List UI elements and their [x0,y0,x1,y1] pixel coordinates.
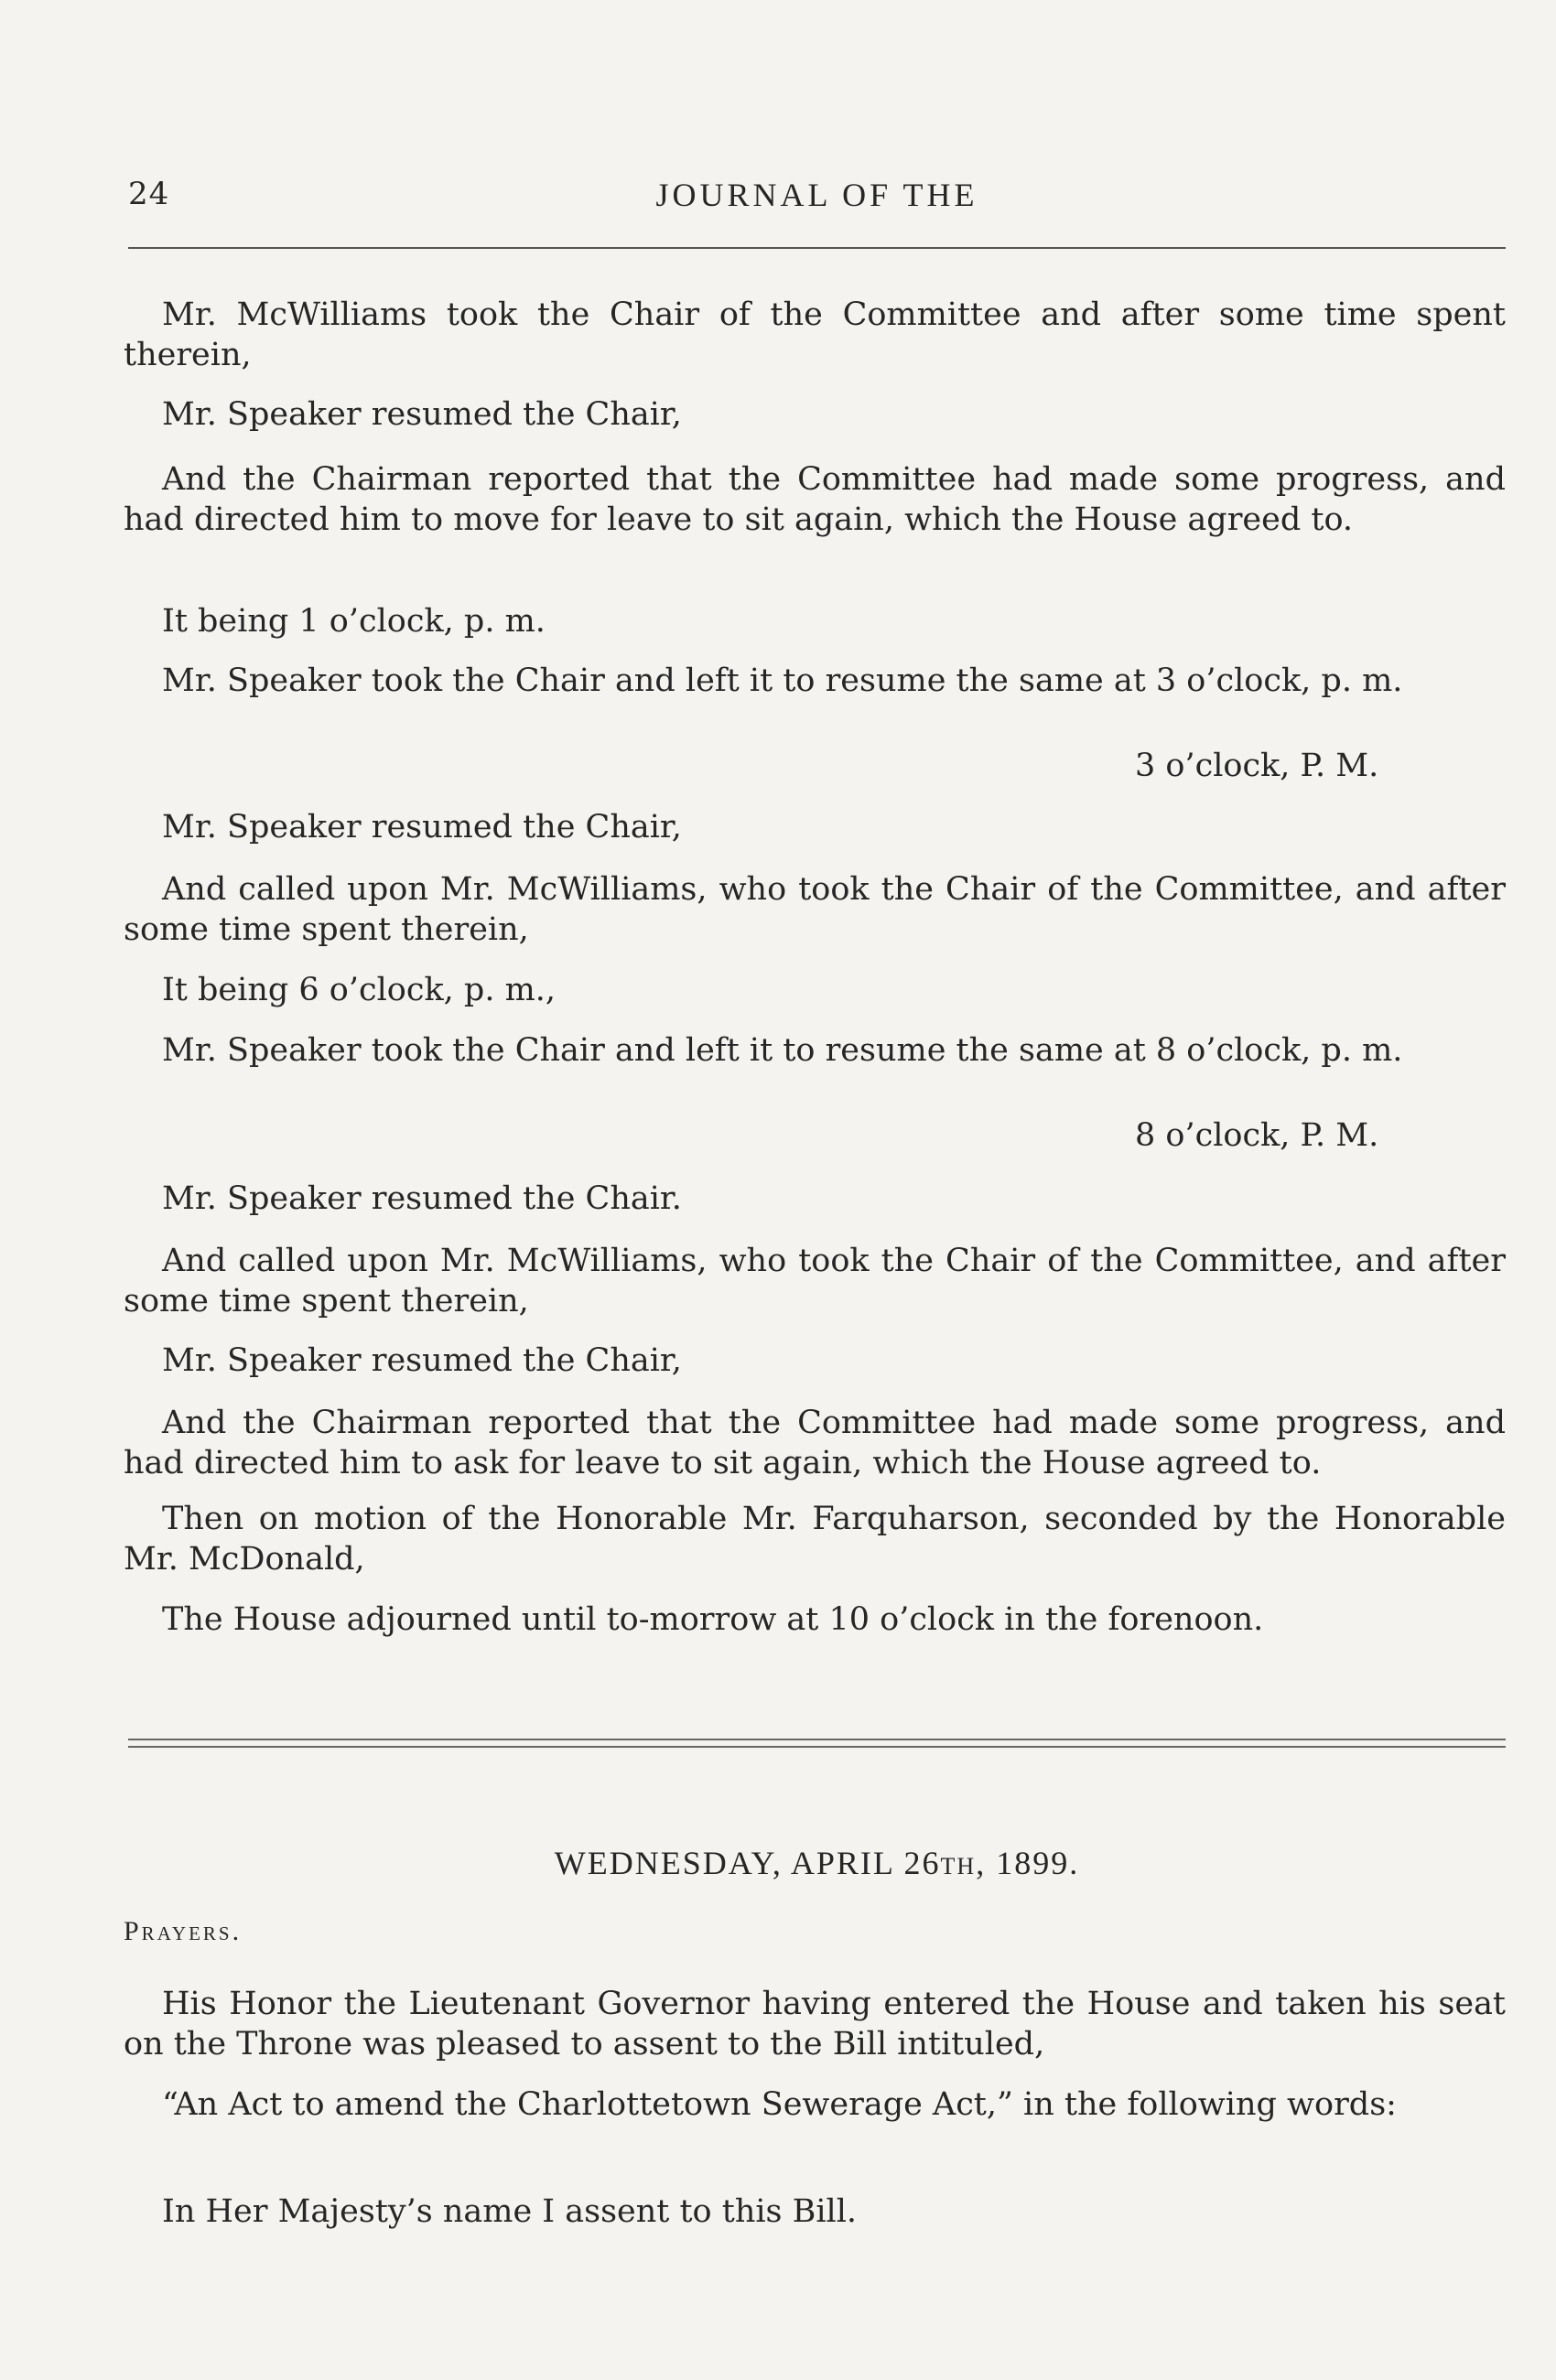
paragraph-chairman-reported: And the Chairman reported that the Committee had made some progress, and had directed him to move for leave to sit again, which the House agreed to. [124,461,1506,538]
paragraph-motion: Then on motion of the Honorable Mr. Farquharson, seconded by the Honorable Mr. McDonald, [124,1501,1506,1578]
paragraph-speaker-resumed: Mr. Speaker resumed the Chair. [162,1180,682,1217]
section-divider [128,1739,1506,1748]
header-rule [128,247,1506,249]
paragraph-act-title: “An Act to amend the Charlottetown Sewerage Act,” in the following words: [162,2086,1397,2123]
paragraph-speaker-resumed: Mr. Speaker resumed the Chair, [162,809,682,845]
paragraph-speaker-left-chair: Mr. Speaker took the Chair and left it to resume the same at 8 o’clock, p. m. [162,1032,1403,1069]
time-heading-three: 3 o’clock, P. M. [1135,748,1379,784]
page-number: 24 [128,176,170,212]
paragraph-speaker-resumed: Mr. Speaker resumed the Chair, [162,1342,682,1379]
running-head: JOURNAL OF THE [655,177,978,213]
paragraph-speaker-resumed: Mr. Speaker resumed the Chair, [162,396,682,433]
paragraph-lieutenant-governor: His Honor the Lieutenant Governor having entered the House and taken his seat on the Throne was pleased to assent to the Bill intituled, [124,1986,1506,2062]
paragraph-called-upon: And called upon Mr. McWilliams, who took the Chair of the Committee, and after some time spent therein, [124,1243,1506,1319]
page-header [128,176,1506,221]
paragraph-adjourned: The House adjourned until to-morrow at 10 o’clock in the forenoon. [162,1601,1264,1638]
paragraph-speaker-left-chair: Mr. Speaker took the Chair and left it to resume the same at 3 o’clock, p. m. [162,662,1403,699]
date-main: WEDNESDAY, APRIL 26 [554,1845,941,1881]
paragraph-assent: In Her Majesty’s name I assent to this Bill. [162,2193,858,2230]
paragraph-chairman-reported: And the Chairman reported that the Committee had made some progress, and had directed him to ask for leave to sit again, which the House agreed to. [124,1405,1506,1481]
time-heading-eight: 8 o’clock, P. M. [1135,1117,1379,1154]
date-ordinal: TH [940,1853,977,1879]
paragraph-committee-chair: Mr. McWilliams took the Chair of the Committee and after some time spent therein, [124,296,1506,373]
paragraph-one-oclock: It being 1 o’clock, p. m. [162,603,546,640]
date-year: , 1899. [976,1845,1080,1881]
paragraph-called-upon: And called upon Mr. McWilliams, who took the Chair of the Committee, and after some time spent therein, [124,871,1506,948]
date-heading [128,1844,1506,1882]
prayers-heading: Prayers. [124,1916,243,1946]
paragraph-six-oclock: It being 6 o’clock, p. m., [162,972,556,1008]
